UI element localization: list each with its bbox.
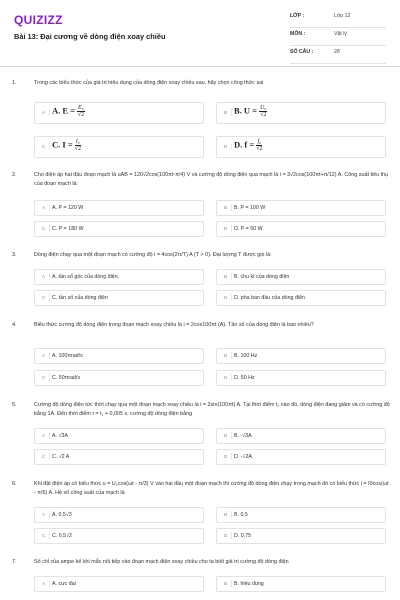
fraction-numerator: f₀ <box>257 139 262 145</box>
fraction-numerator: U₀ <box>260 105 267 111</box>
answer-option-d[interactable] <box>216 136 386 158</box>
option-text: D. P = 50 W <box>234 225 263 232</box>
answer-option-c[interactable] <box>34 528 204 544</box>
answer-option-b[interactable] <box>216 348 386 364</box>
meta-count-label: SỐ CÂU : <box>290 49 314 55</box>
option-letter: A <box>40 511 50 518</box>
answer-option-d[interactable] <box>216 528 386 544</box>
meta-class-row <box>290 13 386 28</box>
option-letter: C <box>40 374 50 381</box>
answer-option-b[interactable] <box>216 428 386 444</box>
fraction <box>77 105 85 118</box>
question-number: 7. <box>12 559 17 565</box>
option-letter: D <box>222 453 232 460</box>
option-text: C. √2 A <box>52 453 70 460</box>
option-text: A. cực đại <box>52 580 76 587</box>
answer-option-a[interactable] <box>34 507 204 523</box>
option-text: C. 50πrad/s <box>52 374 81 381</box>
option-text: D. -√2A <box>234 453 252 460</box>
option-letter: B <box>222 273 232 280</box>
question-number: 6. <box>12 481 17 487</box>
question-number: 5. <box>12 402 17 408</box>
fraction-denominator: √2 <box>256 146 263 152</box>
option-letter: B <box>222 511 232 518</box>
option-text: A. 100πrad/s <box>52 352 83 359</box>
meta-subject-row <box>290 31 386 46</box>
option-letter: D <box>222 374 232 381</box>
meta-subject-label: MÔN : <box>290 31 306 37</box>
option-letter: D <box>222 532 232 539</box>
option-letter: B <box>222 432 232 439</box>
option-text: D. 0,75 <box>234 532 252 539</box>
question-text: Cường độ dòng điện tức thời chạy qua một đoạn mạch xoay chiều là i = 2sin(100πt) A. Tại thời điểm t₁ nào đó, dòng điện đang giảm và có cường độ bằng 1A. Đến thời điểm t = t₁ + 0,005 s, cường độ dòng điện bằng <box>34 402 390 417</box>
answer-option-a[interactable] <box>34 102 204 124</box>
fraction <box>75 139 81 152</box>
option-letter: D <box>222 143 232 150</box>
answer-option-c[interactable] <box>34 136 204 158</box>
question-text: Biểu thức cường độ dòng điện trong đoạn mạch xoay chiều là i = 2cos100πt (A). Tần số của dòng điện là bao nhiêu? <box>34 322 314 328</box>
option-prefix: A. E = <box>52 105 76 116</box>
option-text: B. chu kì của dòng điện <box>234 273 290 280</box>
option-text: C. P = 180 W <box>52 225 84 232</box>
answer-option-b[interactable] <box>216 269 386 285</box>
question-number: 2. <box>12 172 17 178</box>
question-text: Khi đặt điện áp có biểu thức u = U₀cos(ωt - π/3) V vào hai đầu một đoạn mạch thì cường độ dòng điện chạy trong mạch đó có biểu thức i = I0cos(ωt - π/6) A. Hệ số công suất của mạch là <box>34 481 389 496</box>
option-text: D. pha ban đầu của dòng điện <box>234 294 305 301</box>
meta-class-label: LỚP : <box>290 13 305 19</box>
option-text: B. hiệu dụng <box>234 580 264 587</box>
option-text: A. 0,5√3 <box>52 511 72 518</box>
option-letter: C <box>40 225 50 232</box>
option-prefix: C. I = <box>52 139 73 150</box>
answer-option-d[interactable] <box>216 221 386 237</box>
worksheet-meta <box>290 13 386 67</box>
answer-option-b[interactable] <box>216 576 386 592</box>
option-letter: A <box>40 352 50 359</box>
answer-option-a[interactable] <box>34 576 204 592</box>
option-text: C. 0,5√2 <box>52 532 72 539</box>
option-letter: C <box>40 532 50 539</box>
quizizz-logo: QUIZIZZ <box>14 13 63 27</box>
answer-option-b[interactable] <box>216 200 386 216</box>
fraction-numerator: E₀ <box>78 105 84 111</box>
option-text: D. 50 Hz <box>234 374 255 381</box>
option-letter: B <box>222 204 232 211</box>
option-letter: C <box>40 453 50 460</box>
option-letter: A <box>40 204 50 211</box>
answer-option-b[interactable] <box>216 102 386 124</box>
fraction-denominator: √2 <box>260 112 267 118</box>
option-letter: D <box>222 225 232 232</box>
option-letter: B <box>222 109 232 116</box>
option-letter: C <box>40 294 50 301</box>
question-text: Số chỉ của ampe kế khi mắc nối tiếp vào đoạn mạch điện xoay chiều cho ta biết giá trị cường độ dòng điện <box>34 559 289 565</box>
question-text: Trong các biểu thức của giá trị hiệu dụng của dòng điện xoay chiều sau, hãy chọn công thức sai <box>34 80 264 86</box>
answer-option-a[interactable] <box>34 269 204 285</box>
answer-option-d[interactable] <box>216 370 386 386</box>
question-text: Dòng điện chạy qua một đoạn mạch có cường độ i = 4cos(2π/T) A (T > 0). Đại lượng T được gọi là: <box>34 252 272 258</box>
option-letter: B <box>222 352 232 359</box>
option-text: B. 100 Hz <box>234 352 258 359</box>
answer-option-a[interactable] <box>34 428 204 444</box>
option-text: A. √3A <box>52 432 68 439</box>
answer-option-c[interactable] <box>34 449 204 465</box>
fraction <box>256 139 262 152</box>
option-text: B. P = 100 W <box>234 204 266 211</box>
option-text: A. tần số góc của dòng điện. <box>52 273 120 280</box>
answer-option-d[interactable] <box>216 449 386 465</box>
answer-option-b[interactable] <box>216 507 386 523</box>
question-number: 3. <box>12 252 17 258</box>
option-letter: B <box>222 580 232 587</box>
option-text: B. -√3A <box>234 432 252 439</box>
option-letter: A <box>40 432 50 439</box>
worksheet-header <box>0 0 400 67</box>
fraction-denominator: √2 <box>77 112 85 118</box>
meta-class-value: Lớp 12 <box>334 13 351 19</box>
meta-count-value: 28 <box>334 49 340 55</box>
answer-option-a[interactable] <box>34 348 204 364</box>
meta-subject-value: Vật lý <box>334 31 347 37</box>
option-letter: A <box>40 109 50 116</box>
fraction-numerator: I₀ <box>75 139 80 145</box>
option-text: C. tần số của dòng điện <box>52 294 108 301</box>
option-letter: A <box>40 580 50 587</box>
answer-option-c[interactable] <box>34 370 204 386</box>
answer-option-a[interactable] <box>34 200 204 216</box>
meta-count-row <box>290 49 386 64</box>
option-prefix: B. U = <box>234 105 258 116</box>
option-letter: C <box>40 143 50 150</box>
option-text: A. P = 120 W <box>52 204 84 211</box>
question-number: 4. <box>12 322 17 328</box>
answer-option-d[interactable] <box>216 290 386 306</box>
question-text: Cho điện áp hai đầu đoạn mạch là uAB = 120√2cos(100πt-π/4) V và cường độ dòng điện qua mạch là i = 3√2cos(100πt+π/12) A. Công suất tiêu thụ của đoạn mạch là: <box>34 172 389 187</box>
answer-option-c[interactable] <box>34 290 204 306</box>
worksheet-title: Bài 13: Đại cương về dòng điện xoay chiều <box>14 32 166 41</box>
option-letter: A <box>40 273 50 280</box>
answer-option-c[interactable] <box>34 221 204 237</box>
option-text: B. 0,5 <box>234 511 248 518</box>
question-number: 1. <box>12 80 17 86</box>
option-prefix: D. f = <box>234 139 255 150</box>
fraction <box>259 105 267 118</box>
fraction-denominator: √2 <box>74 146 81 152</box>
option-letter: D <box>222 294 232 301</box>
